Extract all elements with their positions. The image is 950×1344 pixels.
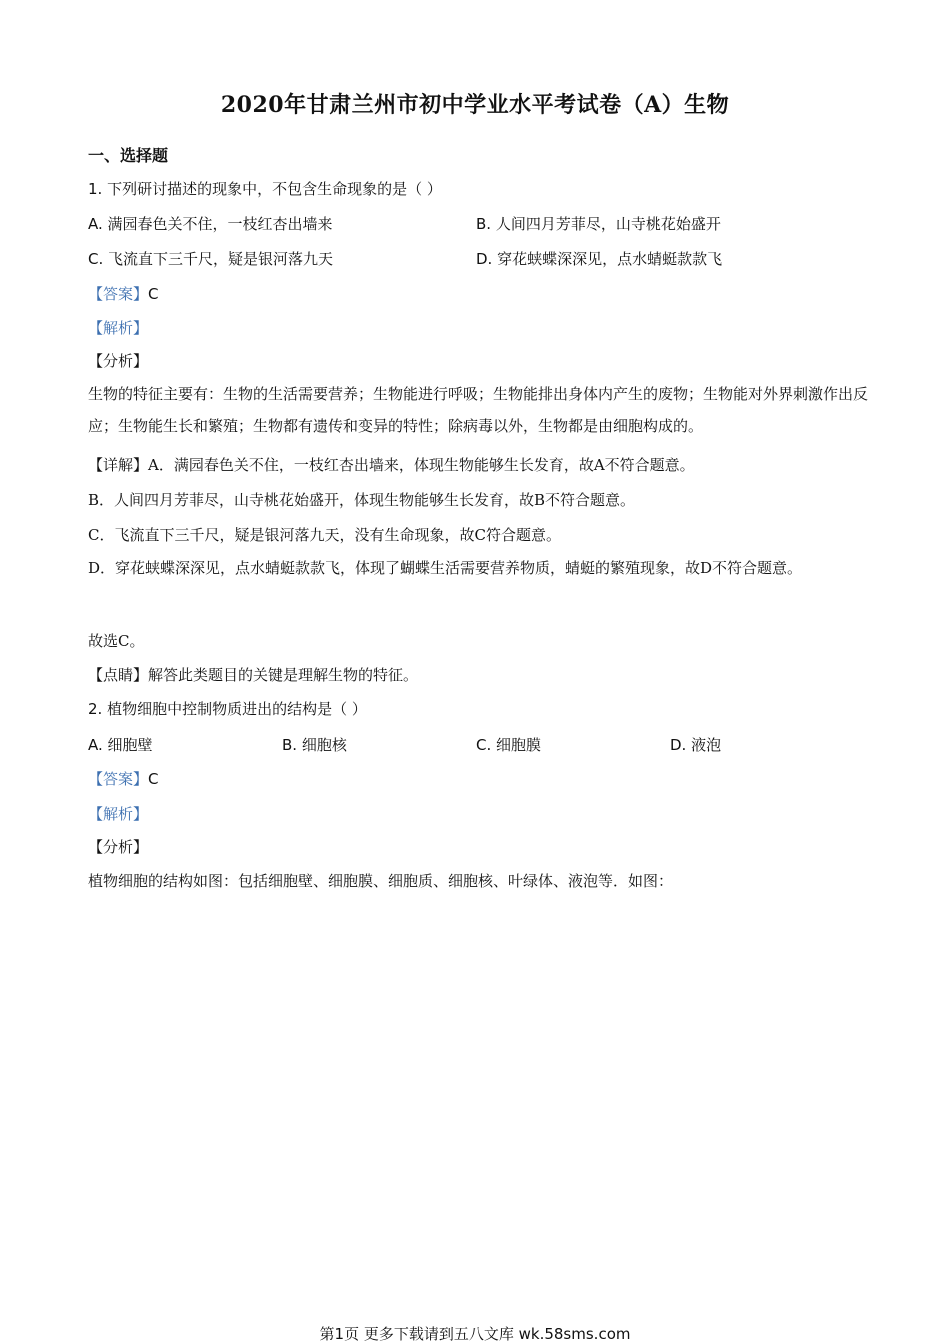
- q1-fenxi-tag: 【分析】: [88, 352, 149, 370]
- q1-analysis-tag: 【解析】: [88, 319, 149, 337]
- section-heading: 一、选择题: [88, 146, 169, 165]
- page-footer: 第1页 更多下载请到五八文库 wk.58sms.com: [319, 1325, 631, 1343]
- q1-detail-d: D．穿花蛱蝶深深见，点水蜻蜓款款飞，体现了蝴蝶生活需要营养物质，蜻蜓的繁殖现象，故D不符合题意。: [88, 559, 803, 577]
- q2-option-a: A. 细胞壁: [88, 736, 153, 754]
- q2-fenxi-tag: 【分析】: [88, 838, 149, 856]
- q2-analysis-tag: 【解析】: [88, 805, 149, 823]
- q1-detail-a: 【详解】A．满园春色关不住，一枝红杏出墙来，体现生物能够生长发育，故A不符合题意。: [88, 456, 695, 474]
- q2-option-b: B. 细胞核: [282, 736, 347, 754]
- q2-option-d: D. 液泡: [670, 736, 722, 754]
- q1-option-c: C. 飞流直下三千尺，疑是银河落九天: [88, 250, 334, 268]
- q1-dianjing: 【点睛】解答此类题目的关键是理解生物的特征。: [88, 666, 419, 684]
- q1-option-a: A. 满园春色关不住，一枝红杏出墙来: [88, 215, 333, 233]
- q2-option-c: C. 细胞膜: [476, 736, 542, 754]
- question-1-stem: 1. 下列研讨描述的现象中，不包含生命现象的是（ ）: [88, 180, 442, 198]
- page-title: 2020年甘肃兰州市初中学业水平考试卷（A）生物: [220, 92, 730, 118]
- q1-detail-b: B．人间四月芳菲尽，山寺桃花始盛开，体现生物能够生长发育，故B不符合题意。: [88, 491, 636, 509]
- q1-fenxi-text: 生物的特征主要有：生物的生活需要营养；生物能进行呼吸；生物能排出身体内产生的废物；生物能对外界刺激作出反应；生物能生长和繁殖；生物都有遗传和变异的特性；除病毒以外，生物都是由细胞构成的。: [88, 385, 869, 435]
- question-2-stem: 2. 植物细胞中控制物质进出的结构是（ ）: [88, 700, 367, 718]
- q2-answer: 【答案】C: [88, 770, 159, 788]
- footer-site-link[interactable]: wk.58sms.com: [518, 1325, 631, 1343]
- q1-option-d: D. 穿花蛱蝶深深见，点水蜻蜓款款飞: [476, 250, 723, 268]
- q1-option-b: B. 人间四月芳菲尽，山寺桃花始盛开: [476, 215, 721, 233]
- q2-fenxi-text: 植物细胞的结构如图：包括细胞壁、细胞膜、细胞质、细胞核、叶绿体、液泡等．如图：: [88, 872, 674, 890]
- q1-choose: 故选C。: [88, 632, 145, 650]
- q1-answer: 【答案】C: [88, 285, 159, 303]
- q1-detail-c: C．飞流直下三千尺，疑是银河落九天，没有生命现象，故C符合题意。: [88, 526, 561, 544]
